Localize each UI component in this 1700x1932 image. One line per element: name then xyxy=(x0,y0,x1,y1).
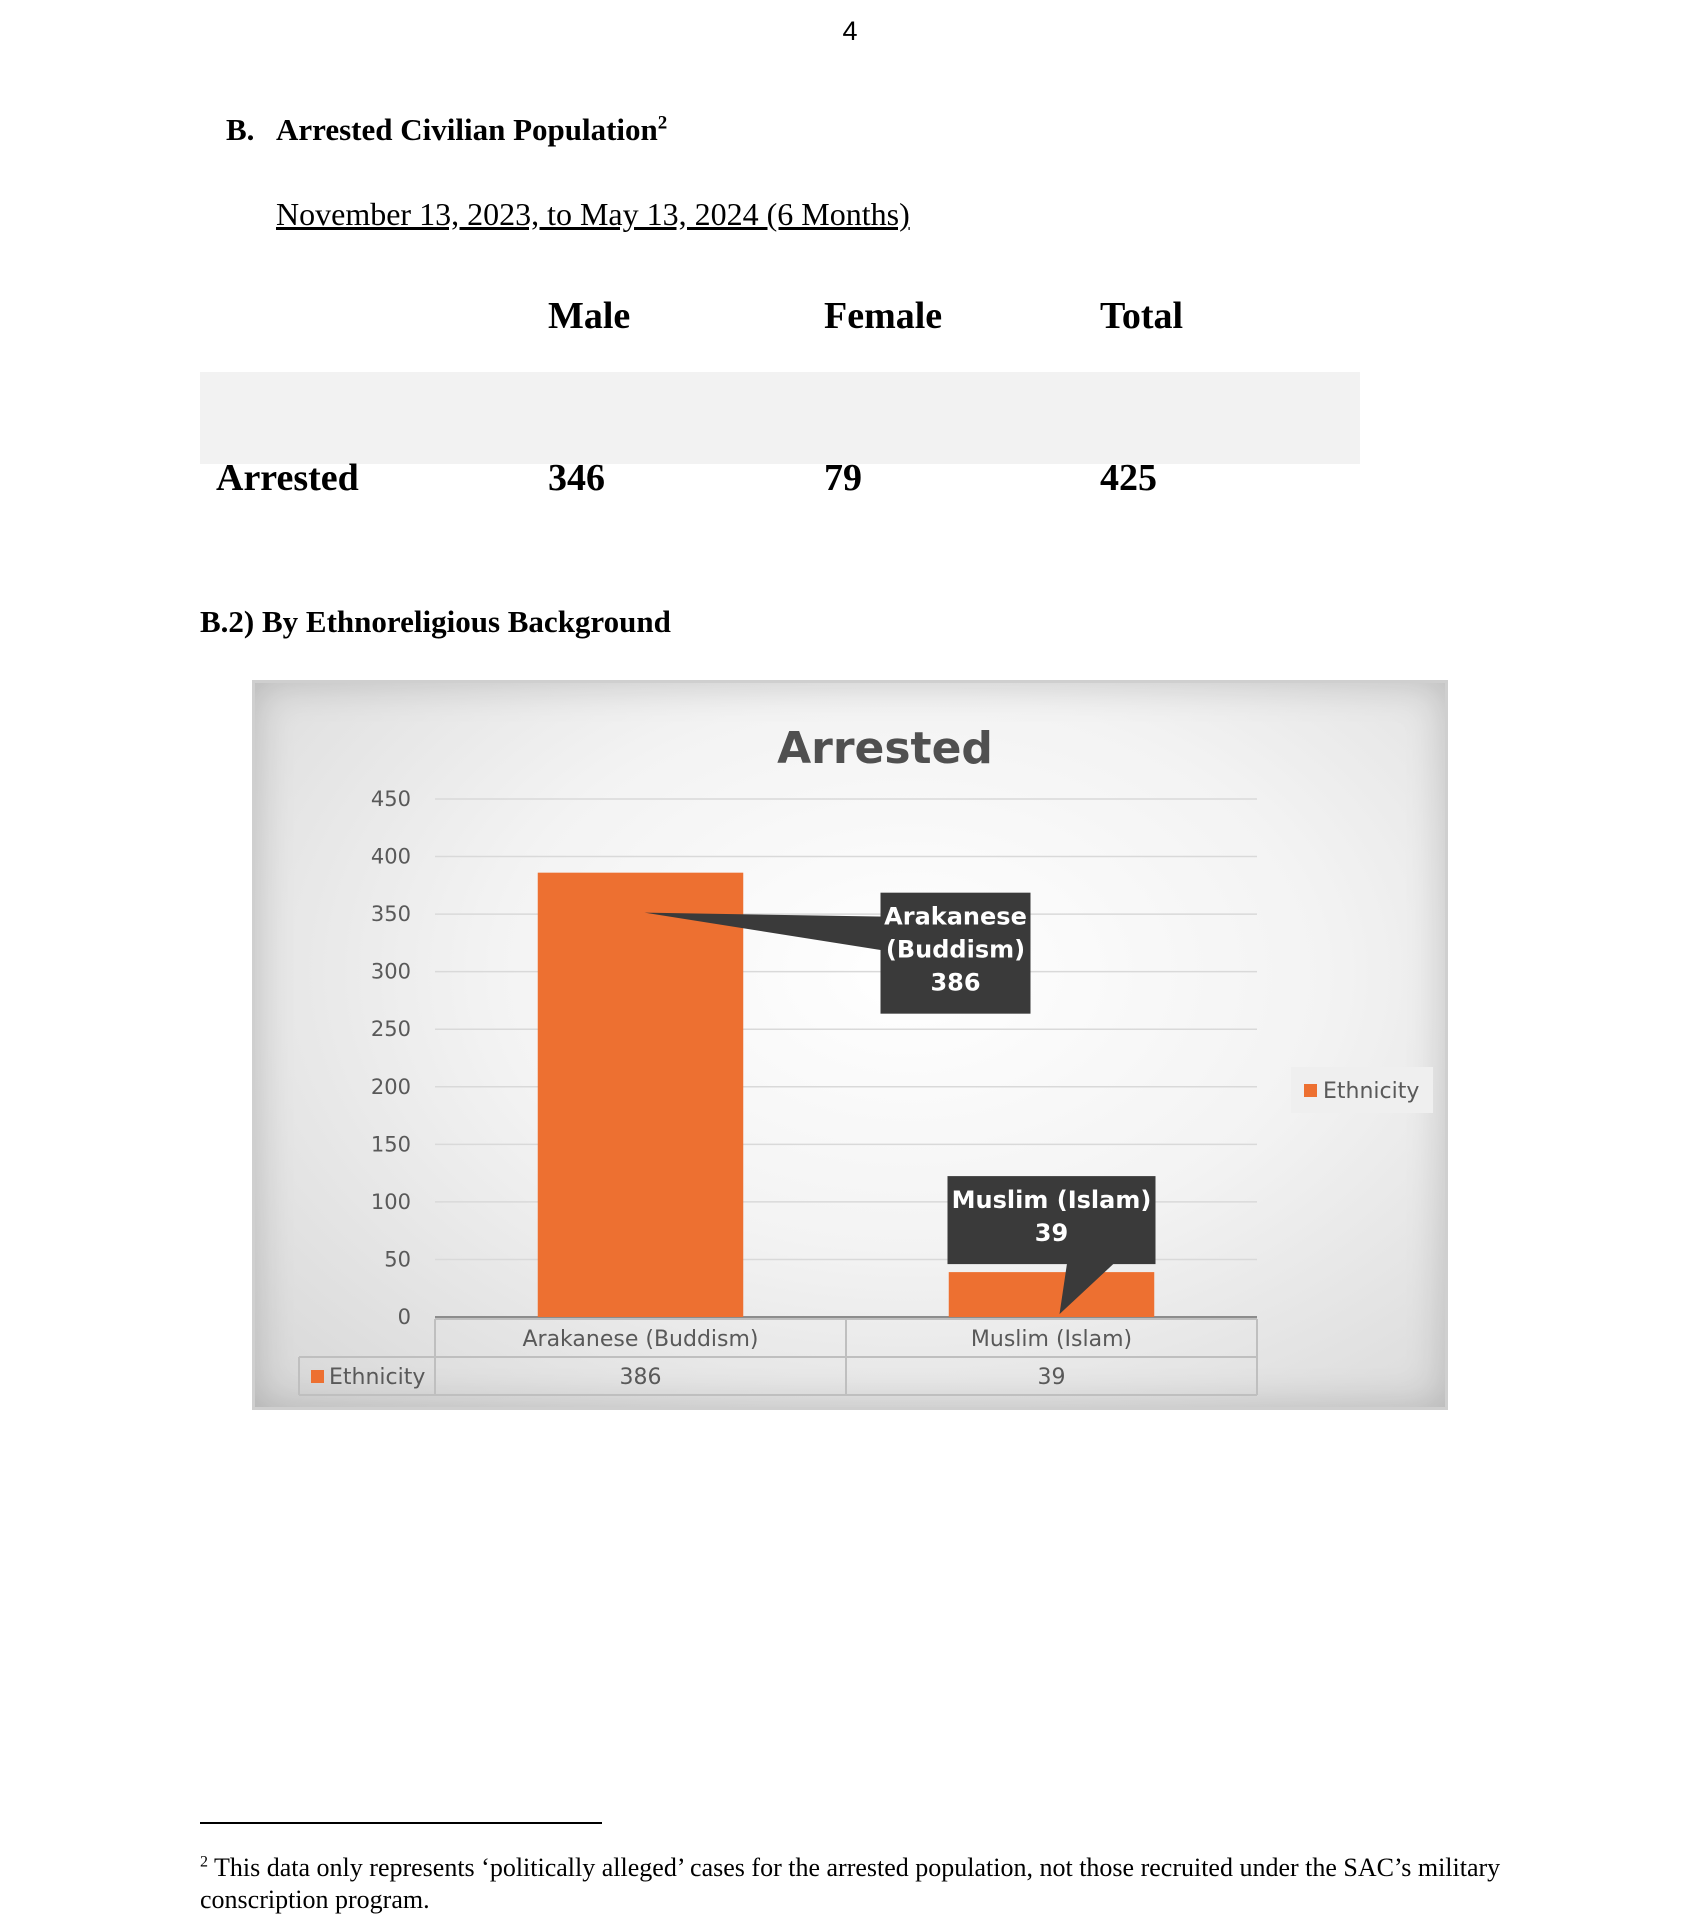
section-heading xyxy=(226,112,667,148)
page-number: 4 xyxy=(842,16,858,46)
chart-data-table xyxy=(299,1319,1257,1395)
footnote-reference[interactable]: 2 xyxy=(657,112,668,134)
x-category-label: Muslim (Islam) xyxy=(970,1327,1133,1352)
y-axis-ticks xyxy=(371,787,411,1329)
y-tick-label: 100 xyxy=(370,1189,411,1214)
y-tick-label: 300 xyxy=(370,959,411,984)
callout-label: Arakanese xyxy=(884,902,1027,931)
section-letter: B. xyxy=(226,112,255,147)
y-tick-label: 450 xyxy=(370,787,411,811)
footnote-text: This data only represents ‘politically alleged’ cases for the arrested population, not those recruited under the SAC’s military conscription program. xyxy=(200,1853,1501,1914)
data-table-legend-key xyxy=(311,1370,324,1383)
subsection-heading: B.2) By Ethnoreligious Background xyxy=(200,604,671,639)
bar xyxy=(949,1272,1155,1317)
callout-label: Muslim (Islam) xyxy=(951,1186,1152,1215)
y-tick-label: 200 xyxy=(370,1074,411,1099)
arrested-chart xyxy=(252,680,1448,1410)
y-tick-label: 400 xyxy=(370,844,411,869)
y-tick-label: 50 xyxy=(384,1247,411,1272)
callout-label: (Buddism) xyxy=(885,935,1026,964)
footnote xyxy=(200,1852,1520,1916)
callout-label: 39 xyxy=(1034,1219,1069,1248)
footnote-divider xyxy=(200,1822,602,1824)
data-table-value: 39 xyxy=(1037,1365,1066,1390)
y-tick-label: 350 xyxy=(370,902,411,927)
arrest-summary-table xyxy=(200,290,1360,499)
y-tick-label: 150 xyxy=(370,1132,411,1157)
y-tick-label: 250 xyxy=(370,1017,411,1042)
bar xyxy=(538,873,744,1317)
y-tick-label: 0 xyxy=(397,1305,411,1329)
chart-title: Arrested xyxy=(777,723,993,774)
legend-key xyxy=(1304,1084,1317,1097)
callout-label: 386 xyxy=(930,968,981,997)
header-male: Male xyxy=(548,295,631,337)
date-range: November 13, 2023, to May 13, 2024 (6 Months) xyxy=(276,196,910,232)
header-total: Total xyxy=(1100,295,1184,337)
header-female: Female xyxy=(824,295,943,337)
total-count: 425 xyxy=(1100,457,1157,499)
x-category-label: Arakanese (Buddism) xyxy=(522,1327,759,1352)
female-count: 79 xyxy=(824,457,862,499)
chart-legend xyxy=(1291,1067,1433,1113)
table-header-row xyxy=(200,290,1360,372)
row-label: Arrested xyxy=(216,457,359,499)
footnote-number: 2 xyxy=(200,1853,208,1871)
legend-entry: Ethnicity xyxy=(1323,1079,1420,1104)
section-title: Arrested Civilian Population xyxy=(276,112,658,147)
male-count: 346 xyxy=(548,457,605,499)
data-table-value: 386 xyxy=(619,1365,662,1390)
chart-canvas xyxy=(255,683,1445,1407)
data-table-row-label: Ethnicity xyxy=(329,1365,426,1390)
table-row xyxy=(200,372,1360,499)
